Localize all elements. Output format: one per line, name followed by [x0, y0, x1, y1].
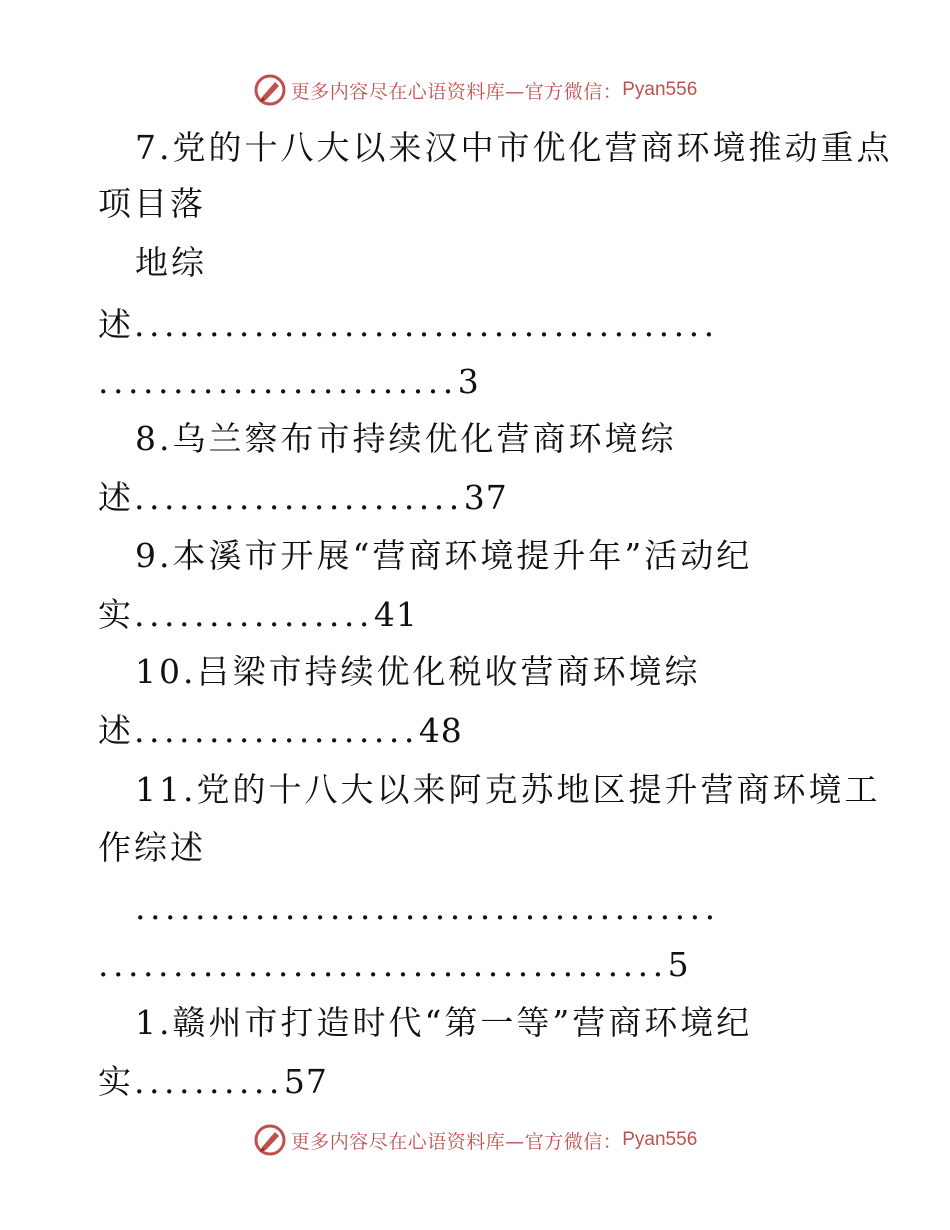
toc-entry-leader	[98, 595, 418, 635]
toc-dot-leader: ..........	[134, 1062, 284, 1101]
toc-dot-leader: ................	[134, 595, 374, 634]
toc-page-number: 41	[373, 595, 418, 634]
toc-entry-lead-char: 实	[98, 1062, 134, 1101]
toc-entry-title: 1.赣州市打造时代“第一等”营商环境纪	[135, 1003, 753, 1042]
watermark-handle: Pyan556	[622, 1129, 698, 1150]
toc-entry-leader	[98, 1062, 328, 1102]
toc-entry-lead-char: 述	[98, 711, 134, 750]
toc-dot-leader: ......................	[134, 478, 464, 517]
toc-entry-title: 7.党的十八大以来汉中市优化营商环境推动重点	[135, 128, 893, 167]
toc-entry-title: 9.本溪市开展“营商环境提升年”活动纪	[135, 536, 753, 575]
toc-page-number: 48	[418, 711, 463, 750]
watermark-text: 更多内容尽在心语资料库—官方微信：	[290, 80, 623, 103]
pen-logo-icon	[253, 73, 287, 107]
toc-entry-leader	[135, 888, 720, 928]
toc-page-number: 37	[463, 478, 508, 517]
toc-dot-leader: ........................	[98, 362, 458, 401]
toc-dot-leader: .......................................	[134, 305, 719, 344]
toc-entry-lead-char: 实	[98, 595, 134, 634]
toc-dot-leader: ...................	[134, 711, 419, 750]
toc-dot-leader: ......................................	[98, 945, 668, 984]
toc-entry-lead-char: 述	[98, 478, 134, 517]
toc-entry-leader	[98, 478, 508, 518]
toc-entry-leader	[98, 362, 480, 402]
watermark-handle: Pyan556	[622, 79, 698, 100]
toc-page-number: 57	[283, 1062, 328, 1101]
toc-entry-leader	[98, 945, 690, 985]
header-watermark	[0, 72, 950, 108]
toc-entry-leader	[98, 711, 463, 751]
toc-entry-title: 8.乌兰察布市持续优化营商环境综	[135, 419, 677, 458]
pen-logo-icon	[253, 1123, 287, 1157]
toc-entry-title-cont: 地综	[135, 243, 207, 282]
toc-entry-leader	[98, 305, 719, 345]
toc-page-number: 3	[457, 362, 480, 401]
toc-entry-lead-char: 述	[98, 305, 134, 344]
footer-watermark	[0, 1122, 950, 1158]
toc-entry-title-cont: 作综述	[98, 828, 206, 867]
toc-dot-leader: .......................................	[135, 888, 720, 927]
toc-page-number: 5	[667, 945, 690, 984]
toc-entry-title-cont: 项目落	[98, 184, 206, 223]
toc-entry-title: 10.吕梁市持续优化税收营商环境综	[135, 652, 701, 691]
watermark-text: 更多内容尽在心语资料库—官方微信：	[290, 1130, 623, 1153]
toc-entry-title: 11.党的十八大以来阿克苏地区提升营商环境工	[135, 770, 881, 809]
